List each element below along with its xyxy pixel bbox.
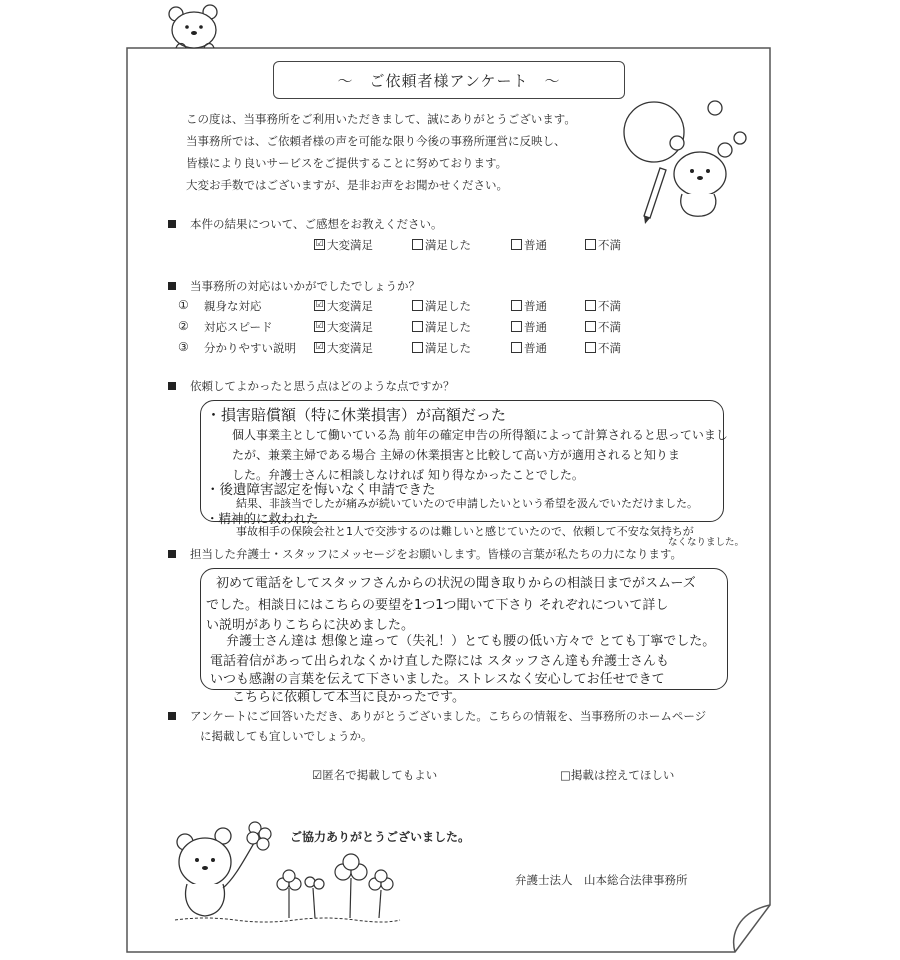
intro-line: この度は、当事務所をご利用いただきまして、誠にありがとうございます。 [186, 112, 576, 126]
option-label: 普通 [524, 320, 547, 334]
signature: 弁護士法人 山本総合法律事務所 [515, 873, 688, 887]
bear-top-icon [162, 2, 232, 54]
checkbox-unchecked[interactable] [585, 239, 596, 250]
q2-1-option-very-satisfied[interactable] [314, 298, 373, 314]
answer-line: ・後遺障害認定を悔いなく申請できた [206, 482, 436, 498]
answer-line: 弁護士さん達は 想像と違って（失礼！）とても腰の低い方々で とても丁寧でした。 [226, 634, 716, 649]
option-label: 大変満足 [327, 238, 373, 252]
option-label: 普通 [524, 341, 547, 355]
option-label: 大変満足 [327, 341, 373, 355]
row-label: 分かりやすい説明 [204, 341, 296, 355]
question-4-text: 担当した弁護士・スタッフにメッセージをお願いします。皆様の言葉が私たちの力になります。 [190, 547, 682, 561]
answer-line: 電話着信があって出られなくかけ直した際には スタッフさん達も弁護士さんも [210, 654, 670, 669]
intro-line: 皆様により良いサービスをご提供することに努めております。 [186, 156, 508, 170]
intro-line: 大変お手数ではございますが、是非お声をお聞かせください。 [186, 178, 508, 192]
answer-line: こちらに依頼して本当に良かったです。 [232, 690, 465, 705]
checkbox-checked[interactable]: ☑ [315, 300, 324, 310]
bullet-square-icon [168, 382, 176, 390]
bullet-square-icon [168, 712, 176, 720]
question-5-text: アンケートにご回答いただき、ありがとうございました。こちらの情報を、当事務所のホームページ [190, 709, 707, 723]
publish-anonymous-option[interactable]: ☑匿名で掲載してもよい [312, 768, 438, 782]
intro-line: 当事務所では、ご依頼者様の声を可能な限り今後の事務所運営に反映し、 [186, 134, 566, 148]
question-5 [168, 708, 706, 724]
row-number: ② [178, 319, 189, 333]
bullet-square-icon [168, 550, 176, 558]
option-label: 満足した [425, 341, 471, 355]
option-label: 満足した [425, 238, 471, 252]
option-label: 不満 [598, 341, 621, 355]
answer-line: なくなりました。 [668, 537, 745, 548]
q1-option-satisfied[interactable] [412, 237, 471, 253]
option-label: 不満 [598, 238, 621, 252]
option-label: 満足した [425, 320, 471, 334]
q2-3-option-very-satisfied[interactable] [314, 340, 373, 356]
thanks-message: ご協力ありがとうございました。 [290, 830, 471, 844]
checkbox-unchecked[interactable] [585, 300, 596, 311]
publish-decline-option[interactable]: □掲載は控えてほしい [560, 768, 675, 782]
q1-option-unsatisfied[interactable] [585, 237, 621, 253]
intro-text [186, 108, 576, 196]
checkbox-unchecked[interactable] [511, 321, 522, 332]
option-label: 普通 [524, 299, 547, 313]
answer-line: でした。相談日にはこちらの要望を1つ1つ聞いて下さり それぞれについて詳し [206, 598, 669, 613]
q1-option-normal[interactable] [511, 237, 547, 253]
question-5-line2: に掲載しても宜しいでしょうか。 [200, 729, 373, 743]
option-label: 不満 [598, 320, 621, 334]
checkbox-unchecked[interactable] [412, 342, 423, 353]
bullet-square-icon [168, 220, 176, 228]
option-label: 大変満足 [327, 299, 373, 313]
checkbox-unchecked[interactable] [412, 300, 423, 311]
checkbox-unchecked[interactable] [511, 300, 522, 311]
checkbox-unchecked[interactable] [412, 321, 423, 332]
q2-2-option-normal[interactable] [511, 319, 547, 335]
bear-clover-icon [165, 818, 405, 928]
answer-line: たが、兼業主婦である場合 主婦の休業損害と比較して高い方が適用されると知りま [232, 448, 680, 462]
q2-2-option-satisfied[interactable] [412, 319, 471, 335]
checkbox-unchecked[interactable] [585, 342, 596, 353]
answer-line: 初めて電話をしてスタッフさんからの状況の聞き取りからの相談日までがスムーズ [216, 576, 696, 591]
row-label: 対応スピード [204, 320, 273, 334]
answer-line: 結果、非該当でしたが痛みが続いていたので申請したいという希望を汲んでいただけました。 [236, 497, 698, 510]
row-label: 親身な対応 [204, 299, 262, 313]
option-label: 満足した [425, 299, 471, 313]
answer-line: 事故相手の保険会社と1人で交渉するのは難しいと感じていたので、依頼して不安な気持ちが [236, 525, 694, 538]
q2-1-option-normal[interactable] [511, 298, 547, 314]
checkbox-checked[interactable]: ☑ [315, 321, 324, 331]
answer-line: した。弁護士さんに相談しなければ 知り得なかったことでした。 [232, 468, 584, 482]
checkbox-unchecked[interactable] [585, 321, 596, 332]
question-1-text: 本件の結果について、ご感想をお教えください。 [190, 217, 443, 231]
answer-line: 個人事業主として働いている為 前年の確定申告の所得額によって計算されると思っていまし [232, 428, 728, 442]
row-number: ① [178, 298, 189, 312]
survey-title: ～ ご依頼者様アンケート ～ [273, 61, 625, 99]
option-label: 普通 [524, 238, 547, 252]
q2-1-option-unsatisfied[interactable] [585, 298, 621, 314]
option-label: 不満 [598, 299, 621, 313]
q2-3-option-normal[interactable] [511, 340, 547, 356]
question-3 [168, 378, 455, 394]
bullet-square-icon [168, 282, 176, 290]
bear-pencil-icon [612, 98, 762, 228]
q2-3-option-unsatisfied[interactable] [585, 340, 621, 356]
checkbox-checked[interactable]: ☑ [315, 342, 324, 352]
answer-line: いつも感謝の言葉を伝えて下さいました。ストレスなく安心してお任せできて [210, 672, 665, 687]
q2-1-option-satisfied[interactable] [412, 298, 471, 314]
q1-option-very-satisfied[interactable] [314, 237, 373, 253]
checkbox-unchecked[interactable] [412, 239, 423, 250]
row-number: ③ [178, 340, 189, 354]
answer-line: い説明がありこちらに決めました。 [206, 618, 415, 633]
question-2-text: 当事務所の対応はいかがでしたでしょうか？ [190, 279, 420, 293]
answer-line: ・精神的に救われた [206, 511, 319, 526]
checkbox-unchecked[interactable] [511, 239, 522, 250]
question-3-text: 依頼してよかったと思う点はどのような点ですか？ [190, 379, 455, 393]
answer-line: ・損害賠償額（特に休業損害）が高額だった [206, 406, 507, 424]
question-1 [168, 216, 443, 232]
checkbox-unchecked[interactable] [511, 342, 522, 353]
question-2 [168, 278, 420, 294]
q2-3-option-satisfied[interactable] [412, 340, 471, 356]
option-label: 大変満足 [327, 320, 373, 334]
question-4 [168, 546, 682, 562]
checkbox-checked[interactable]: ☑ [315, 239, 324, 249]
q2-2-option-unsatisfied[interactable] [585, 319, 621, 335]
q2-2-option-very-satisfied[interactable] [314, 319, 373, 335]
